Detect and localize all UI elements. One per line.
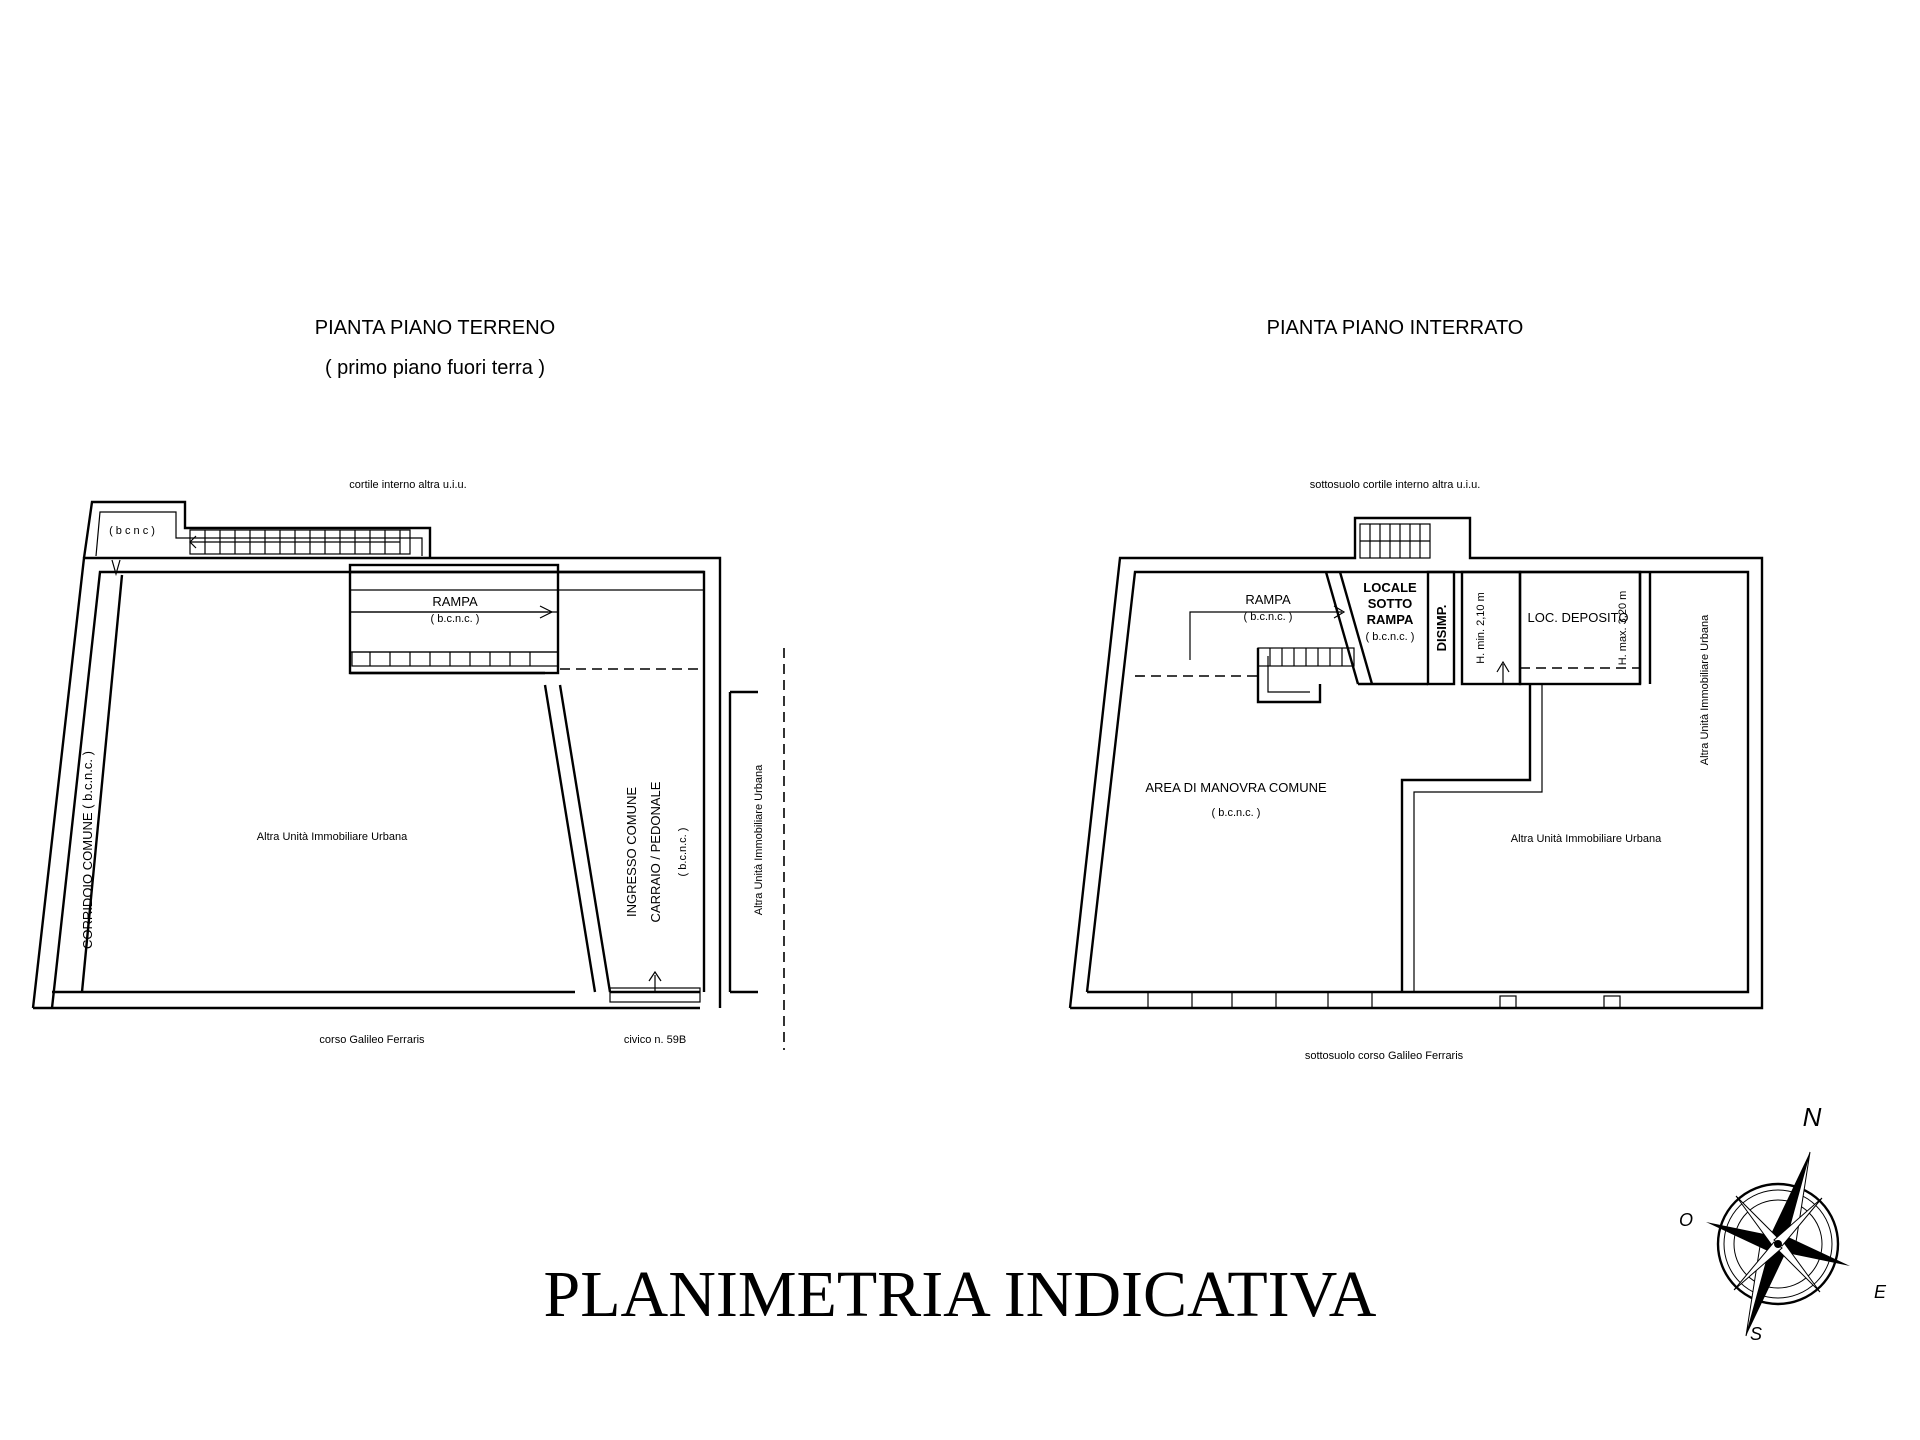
basement-manovra: AREA DI MANOVRA COMUNE xyxy=(1145,780,1327,795)
basement-right-unit-vertical: Altra Unità Immobiliare Urbana xyxy=(1699,614,1711,766)
ground-bcnc-small: ( b c n c ) xyxy=(109,525,155,537)
ground-side-unit-label: Altra Unità Immobiliare Urbana xyxy=(753,764,765,916)
compass-rose-icon xyxy=(1679,1102,1887,1344)
ground-entrance-line2: CARRAIO / PEDONALE xyxy=(648,781,663,923)
compass-s: S xyxy=(1749,1324,1763,1344)
ground-entrance-door xyxy=(610,972,700,1002)
ground-floor-title: PIANTA PIANO TERRENO xyxy=(314,317,556,339)
ground-slanted-partition xyxy=(545,685,610,992)
ground-top-note: cortile interno altra u.i.u. xyxy=(349,479,467,491)
basement-locale-line1: LOCALE xyxy=(1363,580,1417,595)
ground-civic: civico n. 59B xyxy=(623,1034,687,1046)
basement-manovra-sub: ( b.c.n.c. ) xyxy=(1211,807,1261,819)
ground-corridor-label: CORRIDOIO COMUNE ( b.c.n.c. ) xyxy=(80,751,95,949)
basement-top-note: sottosuolo cortile interno altra u.i.u. xyxy=(1309,479,1481,491)
ground-upper-stair xyxy=(190,530,410,554)
compass-n: N xyxy=(1802,1102,1822,1132)
basement-ramp-sub: ( b.c.n.c. ) xyxy=(1243,611,1293,623)
ground-ramp-label: RAMPA xyxy=(432,594,478,609)
basement-street: sottosuolo corso Galileo Ferraris xyxy=(1304,1050,1464,1062)
ground-street: corso Galileo Ferraris xyxy=(319,1034,425,1046)
footer-title: PLANIMETRIA INDICATIVA xyxy=(543,1258,1377,1331)
ground-ramp xyxy=(350,565,704,673)
ground-entrance-line1: INGRESSO COMUNE xyxy=(624,786,639,918)
basement-main-unit: Altra Unità Immobiliare Urbana xyxy=(1510,833,1662,845)
basement-upper-stair xyxy=(1360,524,1430,558)
ground-ramp-sub: ( b.c.n.c. ) xyxy=(430,613,480,625)
compass-o: O xyxy=(1678,1210,1694,1230)
basement-deposito: LOC. DEPOSITO xyxy=(1527,610,1629,625)
basement-locale-sub: ( b.c.n.c. ) xyxy=(1365,631,1415,643)
basement-locale-line3: RAMPA xyxy=(1366,612,1414,627)
basement-disimp: DISIMP. xyxy=(1434,604,1449,652)
basement-h-max: H. max. 3,20 m xyxy=(1617,590,1629,666)
basement-ramp-label: RAMPA xyxy=(1245,592,1291,607)
ground-outer-walls xyxy=(33,502,720,1008)
basement-title: PIANTA PIANO INTERRATO xyxy=(1266,317,1524,339)
basement-h-min: H. min. 2,10 m xyxy=(1475,592,1487,664)
ground-entrance-sub: ( b.c.n.c. ) xyxy=(677,827,689,877)
basement-plan xyxy=(1070,317,1762,1062)
ground-floor-plan xyxy=(33,317,784,1050)
ground-main-unit: Altra Unità Immobiliare Urbana xyxy=(256,831,408,843)
ground-floor-subtitle: ( primo piano fuori terra ) xyxy=(324,357,546,379)
compass-e: E xyxy=(1873,1282,1887,1302)
basement-locale-line2: SOTTO xyxy=(1367,596,1413,611)
